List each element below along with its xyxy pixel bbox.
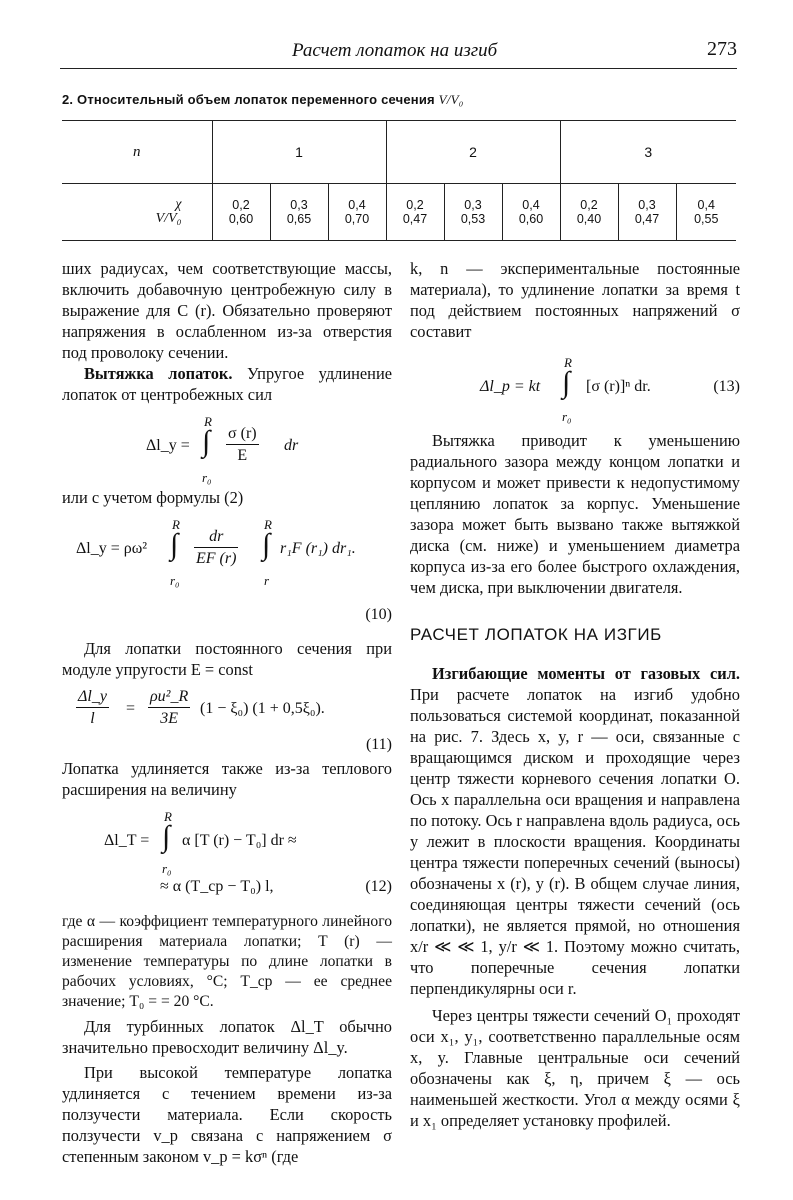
formula-tail: (1 − ξ₀) (1 + 0,5ξ₀). (200, 700, 325, 717)
formula-10 (62, 508, 392, 604)
chi-value: 0,4 (348, 198, 366, 212)
chi-value: 0,3 (638, 198, 656, 212)
vv0-value: 0,60 (518, 212, 544, 226)
row-labels (62, 184, 212, 241)
paragraph-text: При расчете лопаток на изгиб удобно пользоваться системой координат, показанной на рис. 7. Здесь x, y, r — оси, связанные с вращающимся диском и проходящие через центр тяжести корневого сечения лопатки O. Ось x параллельна оси вращения и направлена по потоку. Ось r направлена вдоль радиуса, ось y лежит в плоскости вращения. Координаты центра тяжести поперечных сечений (выносы) обозначены x (r), y (r). В общем случае линия, соединяющая центры тяжести сечений (ось лопатки), не является прямой, но отношения x/r ≪ ≪ 1, y/r ≪ 1. Поэтому можно считать, что поперечные сечения лопатки перпендикулярны оси r. (410, 685, 740, 998)
left-column (62, 258, 392, 1167)
paragraph: или с учетом формулы (2) (62, 488, 244, 507)
numerator: ρu²_R (150, 688, 189, 705)
numerator: σ (r) (228, 425, 257, 442)
eq-number-row (62, 734, 392, 758)
table-cell (386, 184, 444, 241)
table-cell (676, 184, 736, 241)
denominator: EF (r) (194, 547, 238, 569)
upper-limit: R (172, 517, 180, 532)
formula-body: α [T (r) − T₀] dr ≈ (182, 832, 297, 849)
integral-sign: ∫ (202, 425, 211, 458)
paragraph: Вытяжка приводит к уменьшению радиального зазора между концом лопатки и корпусом и может привести к недопустимому цеплянию лопаток за корпус. Уменьшение зазора может быть вызвано также вытяжкой диска (см. ниже) и уменьшением диаметра корпуса из-за его более быстрого охлаждения, чем диска, при выключении двигателя. (410, 431, 740, 597)
formula-12-line2 (62, 874, 392, 904)
running-header (60, 36, 737, 69)
formula-lhs: Δl_y = (146, 437, 190, 454)
paragraph: Для лопатки постоянного сечения при модуле упругости E = const (62, 639, 392, 679)
integral-sign: ∫ (562, 366, 571, 399)
denominator: l (76, 707, 109, 729)
table-header-row (62, 121, 736, 184)
denominator: E (226, 444, 259, 466)
formula-lhs: Δl_y = ρω² (76, 540, 148, 557)
vv0-value: 0,60 (228, 212, 254, 226)
formula-11 (62, 682, 392, 734)
paragraph: k, n — экспериментальные постоянные материала), то удлинение лопатки за время t под действием постоянных напряжений σ составит (410, 259, 740, 341)
paragraph: Для турбинных лопаток Δl_T обычно значительно превосходит величину Δl_y. (62, 1017, 392, 1057)
paragraph: где α — коэффициент температурного линейного расширения материала лопатки; T (r) — изменение температуры по длине лопатки в рабочих условиях, °С; T_ср — ее среднее значение; T₀ = = 20 °С. (62, 913, 392, 1010)
integral-sign: ∫ (170, 528, 179, 561)
vv0-value: 0,70 (344, 212, 370, 226)
run-in-heading: Вытяжка лопаток. (84, 364, 233, 383)
fraction (148, 686, 190, 729)
equation-number: (13) (713, 378, 740, 395)
n-label: n (62, 121, 212, 184)
section-title: РАСЧЕТ ЛОПАТОК НА ИЗГИБ (410, 625, 662, 644)
equation-number: (11) (365, 736, 392, 753)
chi-value: 0,3 (290, 198, 308, 212)
eq-number-row (62, 604, 392, 626)
upper-limit: R (204, 414, 212, 429)
lower-limit: r₀ (562, 409, 572, 424)
group-1: 1 (212, 121, 386, 184)
formula-lhs: Δl_p = kt (480, 378, 541, 395)
table-cell (444, 184, 502, 241)
table-caption-text: 2. Относительный объем лопаток переменного сечения (62, 92, 435, 107)
lower-limit: r₀ (170, 573, 180, 588)
paragraph: ших радиусах, чем соответствующие массы, включить добавочную центробежную силу в выражение для C (r). Обязательно проверяют напряжения в ослабленном из-за отверстия под проволоку сечении. (62, 259, 392, 362)
vv0-label: V/V₀ (155, 211, 182, 226)
formula-lhs: Δl_T = (104, 832, 150, 849)
formula-12 (62, 806, 392, 874)
chi-value: 0,4 (697, 198, 715, 212)
fraction (194, 526, 238, 569)
integral-sign: ∫ (162, 820, 171, 853)
chi-value: 0,2 (232, 198, 250, 212)
upper-limit: R (164, 809, 172, 824)
numerator: dr (209, 528, 224, 545)
table-cell (328, 184, 386, 241)
chi-value: 0,4 (522, 198, 540, 212)
run-in-heading: Изгибающие моменты от газовых сил. (432, 664, 740, 683)
formula-tail: dr (284, 437, 299, 454)
equation-number: (12) (365, 878, 392, 895)
table-cell (502, 184, 560, 241)
denominator: 3E (148, 707, 190, 729)
chi-value: 0,2 (406, 198, 424, 212)
paragraph: Лопатка удлиняется также из-за теплового расширения на величину (62, 759, 392, 799)
group-3: 3 (560, 121, 736, 184)
formula-body: [σ (r)]ⁿ dr. (586, 378, 651, 395)
upper-limit: R (264, 517, 272, 532)
paragraph-text: Упругое удлинение лопаток от центробежных сил (62, 364, 392, 404)
table-cell (212, 184, 270, 241)
data-table (62, 120, 736, 241)
vv0-value: 0,47 (402, 212, 428, 226)
vv0-value: 0,65 (286, 212, 312, 226)
page-number: 273 (707, 38, 737, 60)
header-title: Расчет лопаток на изгиб (292, 40, 498, 61)
table-cell (270, 184, 328, 241)
table-caption (62, 92, 463, 108)
formula-13 (410, 348, 740, 426)
paragraph: При высокой температуре лопатка удлиняется с течением времени из-за ползучести материала. Если скорость ползучести v_p связана с напряжением σ степенным законом v_p = kσⁿ (где (62, 1063, 392, 1166)
lower-limit: r₀ (162, 861, 172, 876)
vv0-value: 0,47 (634, 212, 660, 226)
equals-sign: = (126, 700, 136, 717)
right-column (410, 258, 740, 1131)
chi-value: 0,3 (464, 198, 482, 212)
equation-number: (10) (365, 606, 392, 623)
fraction (76, 686, 109, 729)
table-values-row (62, 184, 736, 241)
table-cell (560, 184, 618, 241)
formula-9 (62, 409, 392, 487)
lower-limit: r₀ (202, 470, 212, 485)
upper-limit: R (564, 355, 572, 370)
integral-sign: ∫ (262, 528, 271, 561)
lower-limit: r (264, 573, 270, 588)
paragraph (410, 663, 740, 999)
table-caption-symbol: V/V₀ (438, 92, 464, 107)
paragraph (62, 363, 392, 405)
chi-label: χ (175, 197, 182, 212)
vv0-value: 0,53 (460, 212, 486, 226)
formula-tail: r₁F (r₁) dr₁. (280, 540, 356, 557)
vv0-value: 0,40 (576, 212, 602, 226)
formula-body: ≈ α (T_ср − T₀) l, (160, 878, 274, 895)
chi-value: 0,2 (580, 198, 598, 212)
numerator: Δl_y (78, 688, 107, 705)
fraction (226, 423, 259, 466)
vv0-value: 0,55 (694, 212, 719, 226)
group-2: 2 (386, 121, 560, 184)
paragraph: Через центры тяжести сечений O₁ проходят оси x₁, y₁, соответственно параллельные осям x, y. Главные центральные оси сечений обозначены как ξ, η, причем ξ — ось наименьшей жесткости. Угол α между осями ξ и x₁ определяет установку профилей. (410, 1006, 740, 1130)
table-cell (618, 184, 676, 241)
